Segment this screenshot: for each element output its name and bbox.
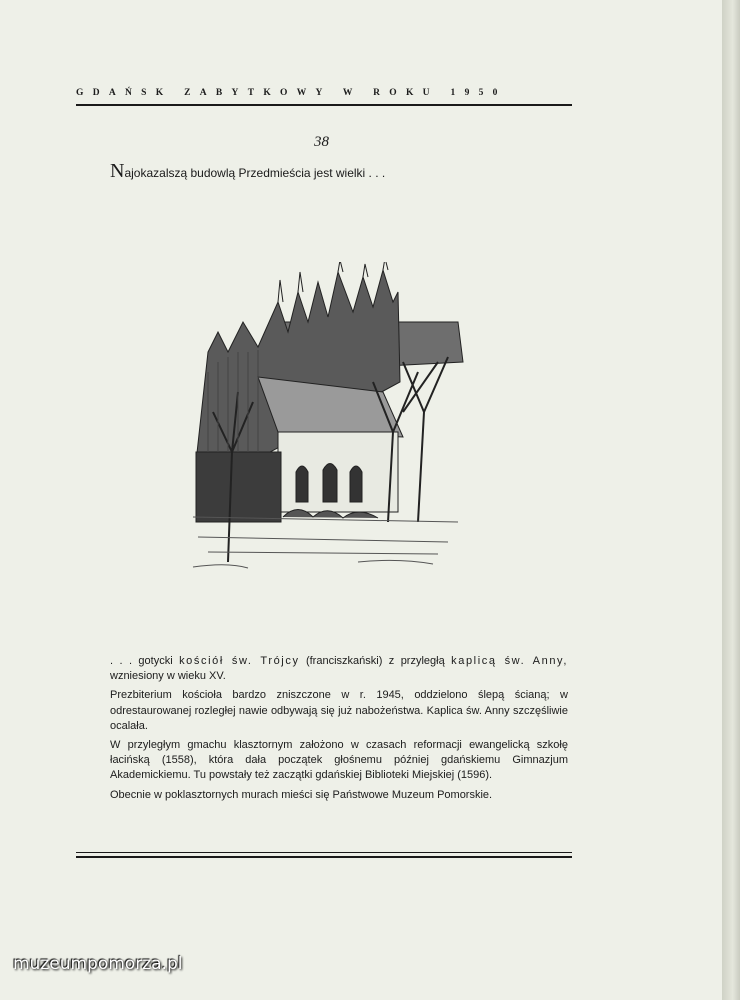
church-name: kościół św. Trójcy bbox=[179, 655, 300, 667]
running-header: GDAŃSK ZABYTKOWY W ROKU 1950 bbox=[76, 88, 507, 98]
page-number: 38 bbox=[314, 134, 329, 150]
footer-rule-thick bbox=[76, 856, 572, 858]
paragraph-3: W przyległym gmachu klasztornym założono w czasach reformacji ewangelicką szkołę łacińską (1558), która dała początek głośnemu później gdańskiemu Gimnazjum Akademickiemu. Tu powstały też zaczątki gdańskiej Biblioteki Miejskiej (1596). bbox=[110, 739, 568, 782]
paragraph-4: Obecnie w poklasztornych murach mieści się Państwowe Muzeum Pomorskie. bbox=[110, 788, 493, 801]
header-rule bbox=[76, 104, 572, 106]
description-text bbox=[110, 654, 568, 807]
footer-rule bbox=[76, 852, 572, 853]
paragraph-2: Prezbiterium kościoła bardzo zniszczone w r. 1945, oddzielono ślepą ścianą; w odrestaurowanej rozległej nawie odbywają się już nabożeństwa. Kaplica św. Anny szczęśliwie ocalała. bbox=[110, 689, 568, 732]
church-drawing-icon bbox=[188, 262, 470, 584]
page-stack-edge bbox=[722, 0, 740, 1000]
p1-mid: (franciszkański) z przyległą bbox=[299, 655, 452, 667]
watermark: muzeumpomorza.pl bbox=[13, 954, 183, 974]
p1-lead: . . . gotycki bbox=[110, 655, 180, 667]
drop-letter: N bbox=[110, 160, 125, 182]
paragraph-1 bbox=[110, 654, 568, 684]
intro-text: ajokazalszą budowlą Przedmieścia jest wielki . . . bbox=[124, 166, 386, 180]
intro-line bbox=[110, 160, 385, 183]
chapel-name: kaplicą św. Anny, bbox=[451, 655, 568, 667]
p1-end: wzniesiony w wieku XV. bbox=[110, 670, 226, 683]
